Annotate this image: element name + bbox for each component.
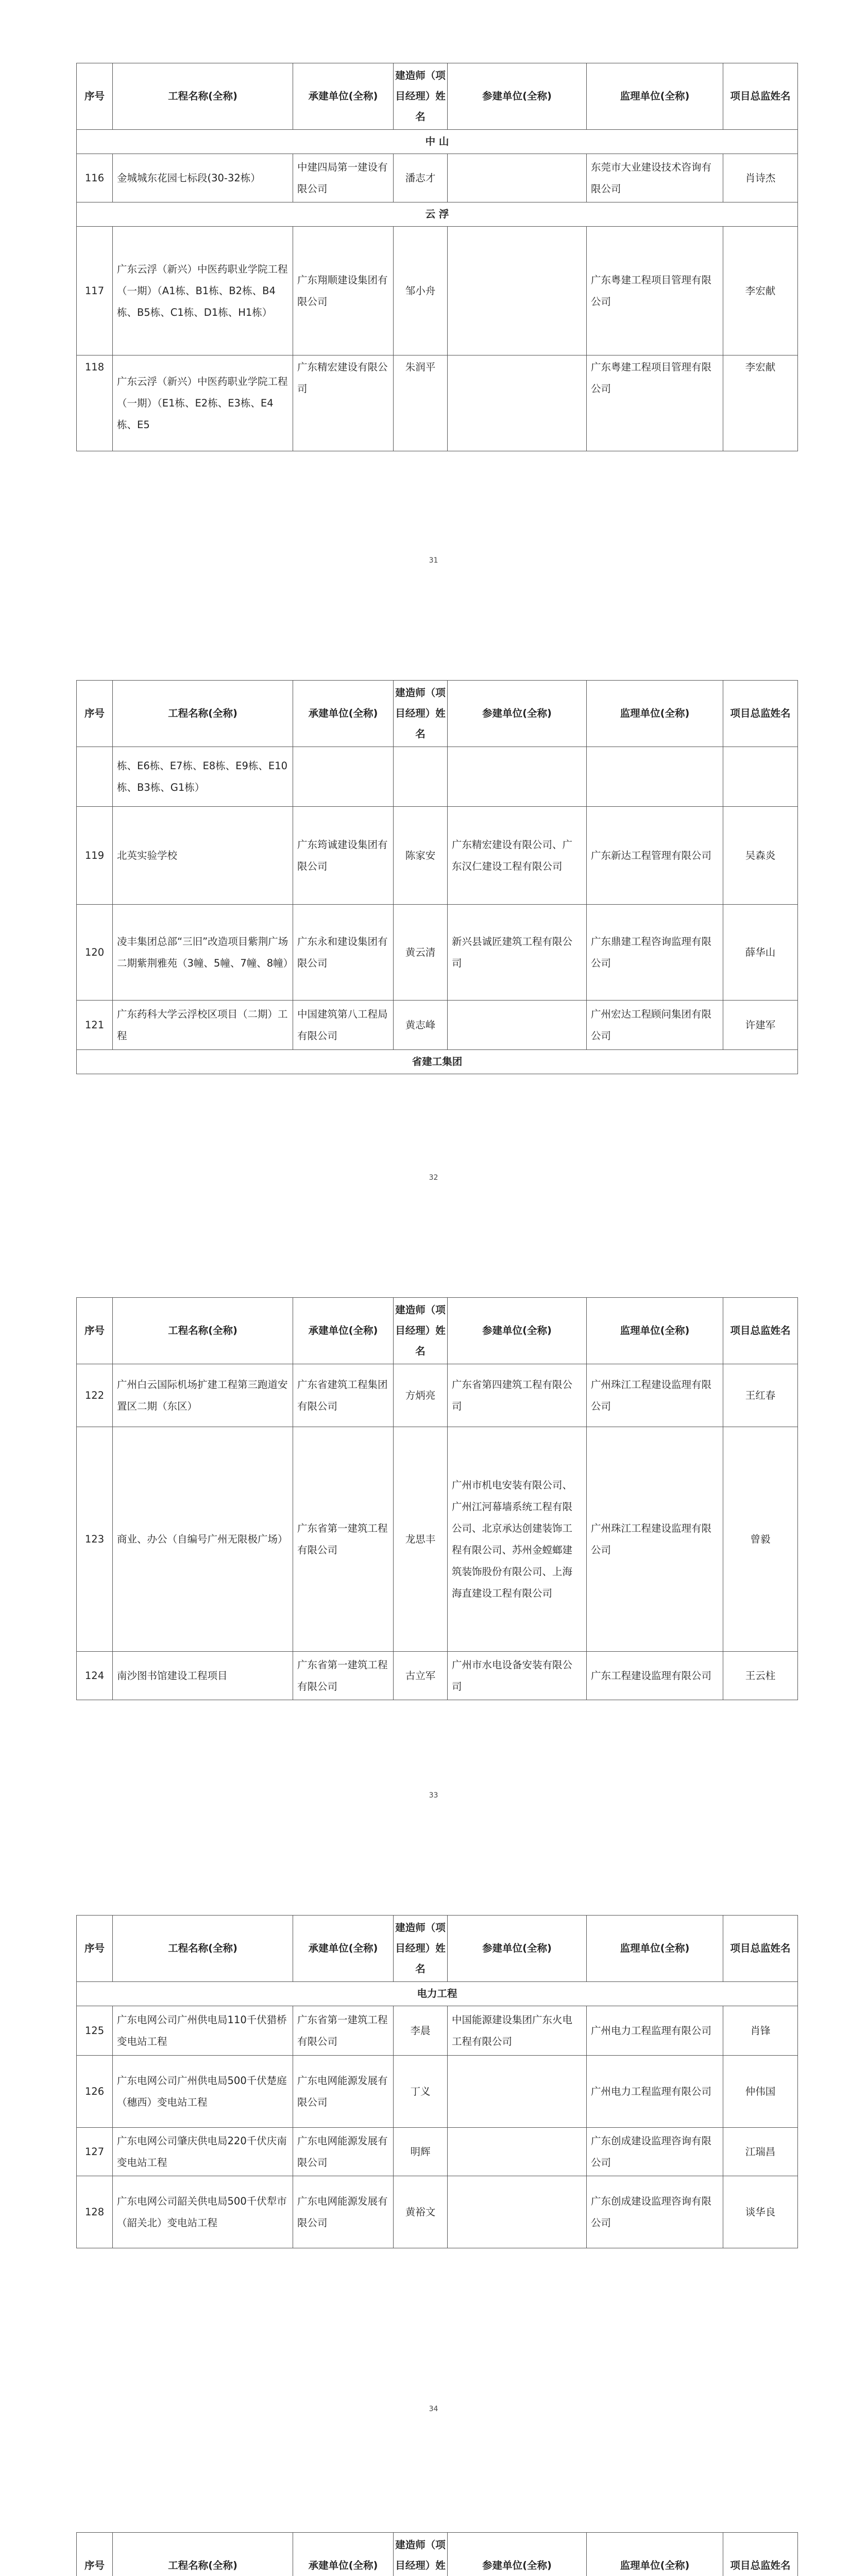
- header-manager: 建造师（项目经理）姓名: [394, 1298, 448, 1364]
- header-project-name: 工程名称(全称): [113, 681, 293, 747]
- cell-manager: 黄云清: [394, 905, 448, 1001]
- page-number: 34: [429, 2405, 438, 2413]
- cell-project-name: 栋、E6栋、E7栋、E8栋、E9栋、E10栋、B3栋、G1栋）: [113, 747, 293, 807]
- header-manager: 建造师（项目经理）姓: [394, 2533, 448, 2576]
- cell-partners: 广东精宏建设有限公司、广东汉仁建设工程有限公司: [448, 807, 587, 905]
- cell-project-name: 南沙图书馆建设工程项目: [113, 1652, 293, 1700]
- cell-director: 李宏献: [723, 355, 798, 451]
- cell-project-name: 广东电网公司广州供电局110千伏猎桥变电站工程: [113, 2006, 293, 2056]
- cell-no: 126: [77, 2056, 113, 2128]
- table-row: [77, 2056, 798, 2128]
- header-partners: 参建单位(全称): [448, 2533, 587, 2576]
- table-header: [77, 1916, 798, 1982]
- cell-partners: [448, 227, 587, 355]
- cell-contractor: 广东电网能源发展有限公司: [293, 2176, 394, 2248]
- cell-manager: 丁义: [394, 2056, 448, 2128]
- cell-no: 125: [77, 2006, 113, 2056]
- table-row: [77, 154, 798, 202]
- cell-partners: 中国能源建设集团广东火电工程有限公司: [448, 2006, 587, 2056]
- cell-manager: 李晨: [394, 2006, 448, 2056]
- header-project-name: 工程名称(全称): [113, 2533, 293, 2576]
- header-contractor: 承建单位(全称): [293, 681, 394, 747]
- header-supervisor: 监理单位(全称): [587, 2533, 723, 2576]
- header-director: 项目总监姓名: [723, 681, 798, 747]
- section-row: [77, 1050, 798, 1074]
- cell-director: 谈华良: [723, 2176, 798, 2248]
- section-label: 电力工程: [77, 1982, 798, 2006]
- cell-project-name: 广东电网公司广州供电局500千伏楚庭（穗西）变电站工程: [113, 2056, 293, 2128]
- cell-supervisor: 广东创成建设监理咨询有限公司: [587, 2176, 723, 2248]
- table-header: [77, 63, 798, 130]
- cell-no: [77, 747, 113, 807]
- header-supervisor: 监理单位(全称): [587, 1298, 723, 1364]
- table-header: [77, 681, 798, 747]
- projects-table: [76, 1915, 798, 2248]
- table-row: [77, 2176, 798, 2248]
- table-row: [77, 807, 798, 905]
- header-contractor: 承建单位(全称): [293, 2533, 394, 2576]
- cell-director: 王红春: [723, 1364, 798, 1427]
- header-project-name: 工程名称(全称): [113, 1916, 293, 1982]
- cell-project-name: 金城城东花园七标段(30-32栋）: [113, 154, 293, 202]
- cell-supervisor: 广州宏达工程顾问集团有限公司: [587, 1001, 723, 1050]
- header-partners: 参建单位(全称): [448, 681, 587, 747]
- cell-contractor: 广东精宏建设有限公司: [293, 355, 394, 451]
- header-project-name: 工程名称(全称): [113, 1298, 293, 1364]
- cell-supervisor: 广东粤建工程项目管理有限公司: [587, 227, 723, 355]
- cell-contractor: [293, 747, 394, 807]
- cell-director: 仲伟国: [723, 2056, 798, 2128]
- header-partners: 参建单位(全称): [448, 1298, 587, 1364]
- cell-supervisor: 广州电力工程监理有限公司: [587, 2006, 723, 2056]
- cell-no: 118: [77, 355, 113, 451]
- cell-manager: [394, 747, 448, 807]
- cell-partners: [448, 2056, 587, 2128]
- cell-no: 128: [77, 2176, 113, 2248]
- cell-contractor: 广东电网能源发展有限公司: [293, 2056, 394, 2128]
- table-row: [77, 355, 798, 451]
- cell-manager: 方炳亮: [394, 1364, 448, 1427]
- header-no: 序号: [77, 63, 113, 130]
- header-manager: 建造师（项目经理）姓名: [394, 63, 448, 130]
- cell-contractor: 广东筠诚建设集团有限公司: [293, 807, 394, 905]
- cell-manager: 陈家安: [394, 807, 448, 905]
- cell-partners: 广州市水电设备安装有限公司: [448, 1652, 587, 1700]
- header-no: 序号: [77, 681, 113, 747]
- section-row: [77, 1982, 798, 2006]
- cell-supervisor: 东莞市大业建设技术咨询有限公司: [587, 154, 723, 202]
- cell-partners: 新兴县诚匠建筑工程有限公司: [448, 905, 587, 1001]
- cell-supervisor: 广州电力工程监理有限公司: [587, 2056, 723, 2128]
- cell-project-name: 广东云浮（新兴）中医药职业学院工程（一期）（A1栋、B1栋、B2栋、B4栋、B5栋、C1栋、D1栋、H1栋）: [113, 227, 293, 355]
- projects-table: [76, 2532, 798, 2576]
- cell-manager: 潘志才: [394, 154, 448, 202]
- cell-partners: [448, 154, 587, 202]
- cell-contractor: 广东翔顺建设集团有限公司: [293, 227, 394, 355]
- cell-contractor: 中国建筑第八工程局有限公司: [293, 1001, 394, 1050]
- cell-contractor: 广东省建筑工程集团有限公司: [293, 1364, 394, 1427]
- header-partners: 参建单位(全称): [448, 1916, 587, 1982]
- cell-manager: 明辉: [394, 2128, 448, 2176]
- cell-no: 121: [77, 1001, 113, 1050]
- cell-project-name: 凌丰集团总部“三旧”改造项目紫荆广场二期紫荆雅苑（3幢、5幢、7幢、8幢）: [113, 905, 293, 1001]
- cell-no: 116: [77, 154, 113, 202]
- cell-supervisor: 广州珠江工程建设监理有限公司: [587, 1427, 723, 1652]
- projects-table: [76, 1297, 798, 1700]
- cell-director: 李宏献: [723, 227, 798, 355]
- table-row: [77, 2006, 798, 2056]
- header-supervisor: 监理单位(全称): [587, 681, 723, 747]
- section-row: [77, 130, 798, 154]
- cell-partners: [448, 747, 587, 807]
- table-row: [77, 1652, 798, 1700]
- cell-manager: 朱润平: [394, 355, 448, 451]
- page-number: 33: [429, 1791, 438, 1800]
- header-supervisor: 监理单位(全称): [587, 1916, 723, 1982]
- cell-no: 124: [77, 1652, 113, 1700]
- header-no: 序号: [77, 1298, 113, 1364]
- projects-table: [76, 680, 798, 1074]
- cell-director: 吴森炎: [723, 807, 798, 905]
- cell-director: 薛华山: [723, 905, 798, 1001]
- cell-manager: 邹小舟: [394, 227, 448, 355]
- cell-project-name: 商业、办公（自编号广州无限极广场）: [113, 1427, 293, 1652]
- cell-contractor: 广东省第一建筑工程有限公司: [293, 1427, 394, 1652]
- header-no: 序号: [77, 1916, 113, 1982]
- cell-supervisor: 广东工程建设监理有限公司: [587, 1652, 723, 1700]
- header-project-name: 工程名称(全称): [113, 63, 293, 130]
- header-director: 项目总监姓名: [723, 1298, 798, 1364]
- header-partners: 参建单位(全称): [448, 63, 587, 130]
- cell-manager: 龙思丰: [394, 1427, 448, 1652]
- cell-manager: 黄志峰: [394, 1001, 448, 1050]
- cell-project-name: 北英实验学校: [113, 807, 293, 905]
- cell-manager: 黄裕文: [394, 2176, 448, 2248]
- header-manager: 建造师（项目经理）姓名: [394, 1916, 448, 1982]
- cell-project-name: 广东电网公司肇庆供电局220千伏庆南变电站工程: [113, 2128, 293, 2176]
- projects-table: [76, 63, 798, 451]
- cell-partners: [448, 2176, 587, 2248]
- table-row: [77, 2128, 798, 2176]
- cell-director: 曾毅: [723, 1427, 798, 1652]
- cell-director: 王云柱: [723, 1652, 798, 1700]
- cell-project-name: 广东云浮（新兴）中医药职业学院工程（一期）（E1栋、E2栋、E3栋、E4栋、E5: [113, 355, 293, 451]
- table-row: [77, 747, 798, 807]
- cell-contractor: 广东电网能源发展有限公司: [293, 2128, 394, 2176]
- cell-partners: [448, 355, 587, 451]
- cell-partners: 广州市机电安装有限公司、广州江河幕墙系统工程有限公司、北京承达创建装饰工程有限公司、苏州金螳螂建筑装饰股份有限公司、上海海直建设工程有限公司: [448, 1427, 587, 1652]
- cell-contractor: 中建四局第一建设有限公司: [293, 154, 394, 202]
- section-label: 中 山: [77, 130, 798, 154]
- header-director: 项目总监姓名: [723, 1916, 798, 1982]
- cell-director: [723, 747, 798, 807]
- table-row: [77, 1364, 798, 1427]
- cell-manager: 古立军: [394, 1652, 448, 1700]
- table-header: [77, 1298, 798, 1364]
- section-label: 云 浮: [77, 202, 798, 227]
- cell-contractor: 广东省第一建筑工程有限公司: [293, 1652, 394, 1700]
- table-row: [77, 227, 798, 355]
- cell-supervisor: 广东粤建工程项目管理有限公司: [587, 355, 723, 451]
- cell-partners: [448, 2128, 587, 2176]
- header-contractor: 承建单位(全称): [293, 63, 394, 130]
- cell-director: 江瑞昌: [723, 2128, 798, 2176]
- table-row: [77, 1001, 798, 1050]
- cell-no: 122: [77, 1364, 113, 1427]
- table-header: [77, 2533, 798, 2576]
- cell-project-name: 广东电网公司韶关供电局500千伏犁市（韶关北）变电站工程: [113, 2176, 293, 2248]
- cell-partners: 广东省第四建筑工程有限公司: [448, 1364, 587, 1427]
- header-manager: 建造师（项目经理）姓名: [394, 681, 448, 747]
- cell-supervisor: 广东鼎建工程咨询监理有限公司: [587, 905, 723, 1001]
- table-row: [77, 1427, 798, 1652]
- cell-project-name: 广东药科大学云浮校区项目（二期）工程: [113, 1001, 293, 1050]
- table-row: [77, 905, 798, 1001]
- cell-director: 肖锋: [723, 2006, 798, 2056]
- page-number: 31: [429, 556, 438, 565]
- header-supervisor: 监理单位(全称): [587, 63, 723, 130]
- cell-no: 127: [77, 2128, 113, 2176]
- cell-project-name: 广州白云国际机场扩建工程第三跑道安置区二期（东区）: [113, 1364, 293, 1427]
- header-contractor: 承建单位(全称): [293, 1298, 394, 1364]
- cell-contractor: 广东省第一建筑工程有限公司: [293, 2006, 394, 2056]
- header-director: 项目总监姓名: [723, 63, 798, 130]
- cell-supervisor: 广州珠江工程建设监理有限公司: [587, 1364, 723, 1427]
- cell-supervisor: [587, 747, 723, 807]
- section-label: 省建工集团: [77, 1050, 798, 1074]
- cell-supervisor: 广东创成建设监理咨询有限公司: [587, 2128, 723, 2176]
- header-director: 项目总监姓名: [723, 2533, 798, 2576]
- cell-supervisor: 广东新达工程管理有限公司: [587, 807, 723, 905]
- cell-no: 120: [77, 905, 113, 1001]
- cell-no: 119: [77, 807, 113, 905]
- page-number: 32: [429, 1174, 438, 1182]
- section-row: [77, 202, 798, 227]
- cell-no: 123: [77, 1427, 113, 1652]
- cell-contractor: 广东永和建设集团有限公司: [293, 905, 394, 1001]
- cell-no: 117: [77, 227, 113, 355]
- cell-director: 许建军: [723, 1001, 798, 1050]
- cell-partners: [448, 1001, 587, 1050]
- header-contractor: 承建单位(全称): [293, 1916, 394, 1982]
- cell-director: 肖诗杰: [723, 154, 798, 202]
- header-no: 序号: [77, 2533, 113, 2576]
